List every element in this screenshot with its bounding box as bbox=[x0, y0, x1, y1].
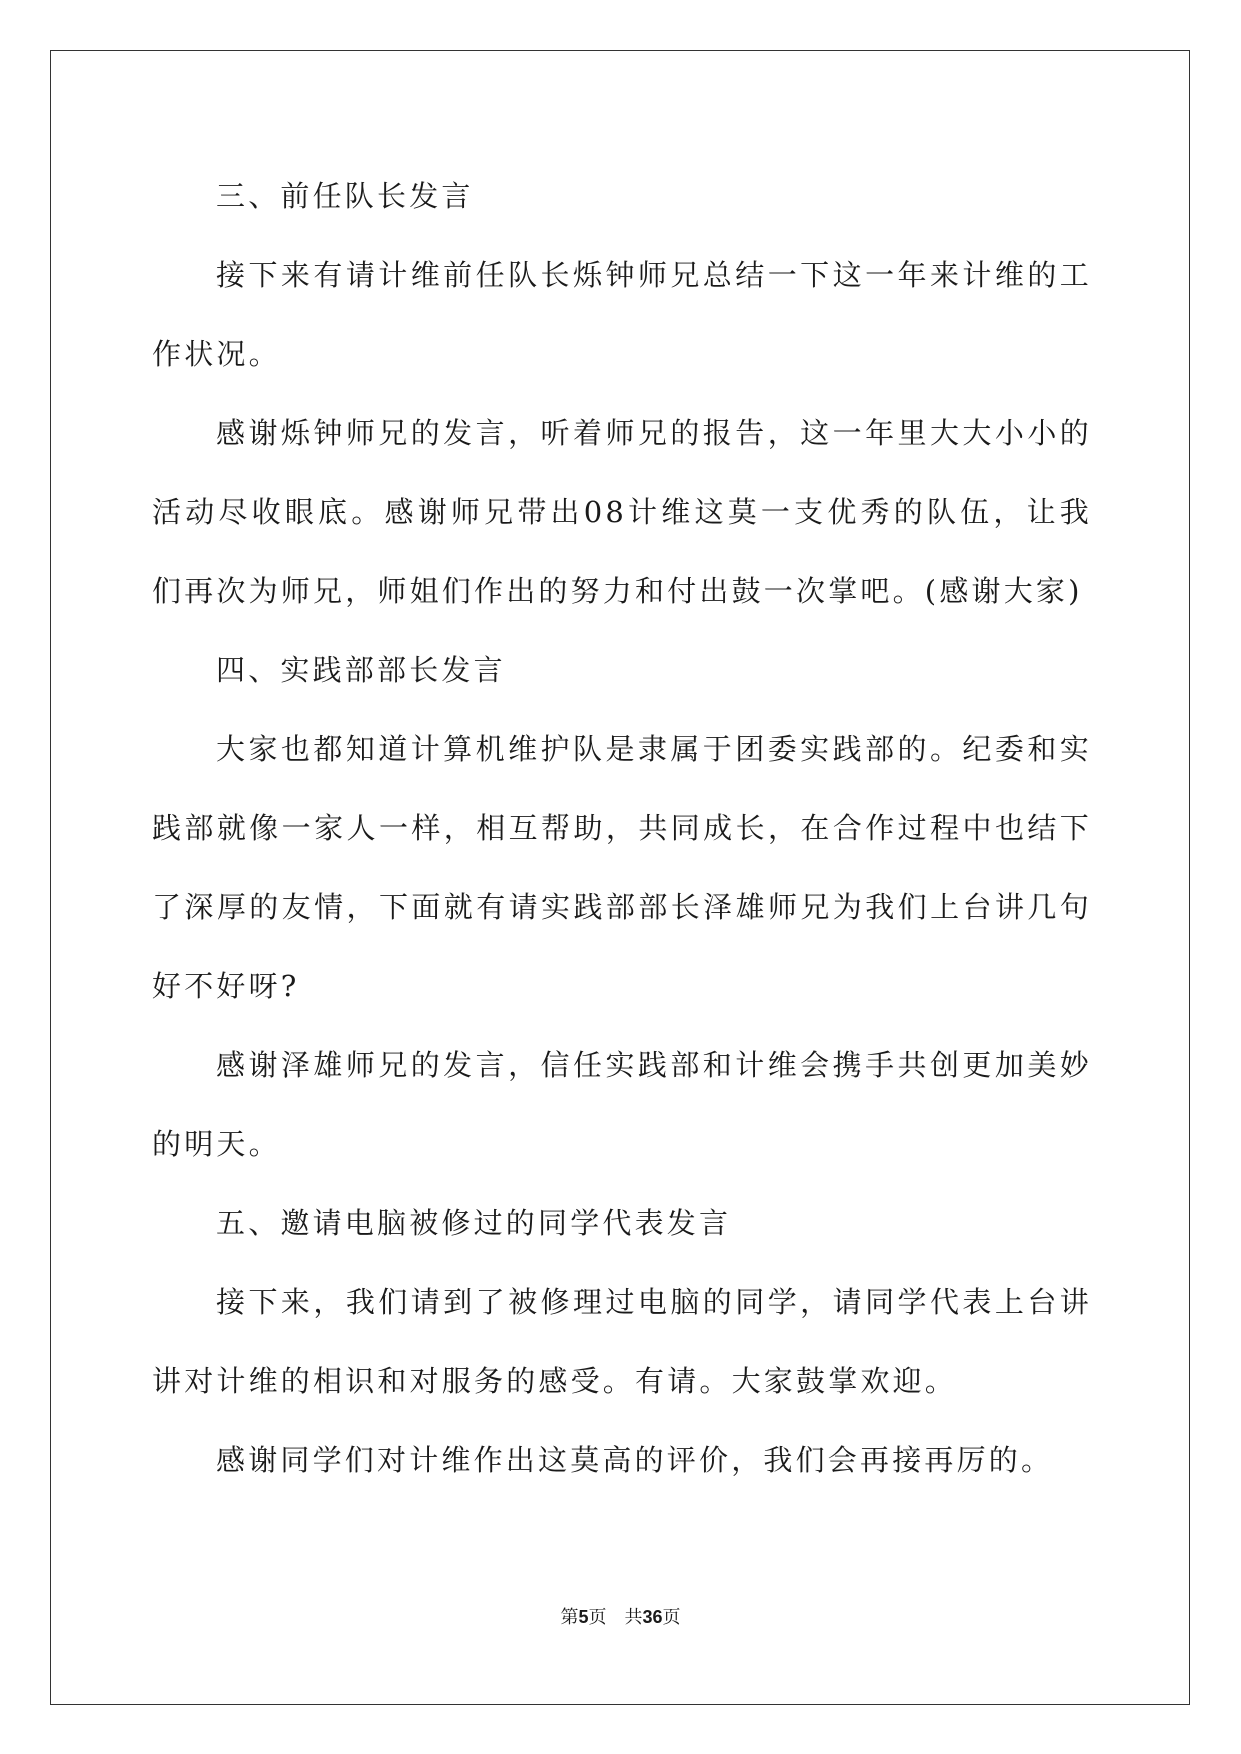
total-pages: 36 bbox=[642, 1607, 663, 1627]
paragraph: 感谢泽雄师兄的发言，信任实践部和计维会携手共创更加美妙的明天。 bbox=[152, 1048, 1092, 1161]
paragraph: 接下来，我们请到了被修理过电脑的同学，请同学代表上台讲讲对计维的相识和对服务的感受。有请。大家鼓掌欢迎。 bbox=[152, 1285, 1092, 1398]
total-prefix: 共 bbox=[624, 1607, 643, 1628]
paragraph: 大家也都知道计算机维护队是隶属于团委实践部的。纪委和实践部就像一家人一样，相互帮助，共同成长，在合作过程中也结下了深厚的友情，下面就有请实践部部长泽雄师兄为我们上台讲几句好不好呀? bbox=[152, 732, 1092, 1003]
page-suffix: 页 bbox=[588, 1607, 607, 1628]
section-heading-5: 五、邀请电脑被修过的同学代表发言 bbox=[216, 1206, 732, 1240]
section-heading-3: 三、前任队长发言 bbox=[216, 179, 474, 213]
paragraph: 感谢同学们对计维作出这莫高的评价，我们会再接再厉的。 bbox=[216, 1443, 1054, 1477]
page-footer bbox=[0, 1603, 1241, 1629]
page-prefix: 第 bbox=[560, 1607, 579, 1628]
page-number: 5 bbox=[578, 1607, 589, 1627]
section-heading-4: 四、实践部部长发言 bbox=[216, 653, 506, 687]
paragraph: 接下来有请计维前任队长烁钟师兄总结一下这一年来计维的工作状况。 bbox=[152, 258, 1092, 371]
total-suffix: 页 bbox=[662, 1607, 681, 1628]
paragraph: 感谢烁钟师兄的发言，听着师兄的报告，这一年里大大小小的活动尽收眼底。感谢师兄带出08计维这莫一支优秀的队伍，让我们再次为师兄，师姐们作出的努力和付出鼓一次掌吧。(感谢大家) bbox=[152, 416, 1092, 608]
document-body bbox=[152, 157, 1092, 1500]
